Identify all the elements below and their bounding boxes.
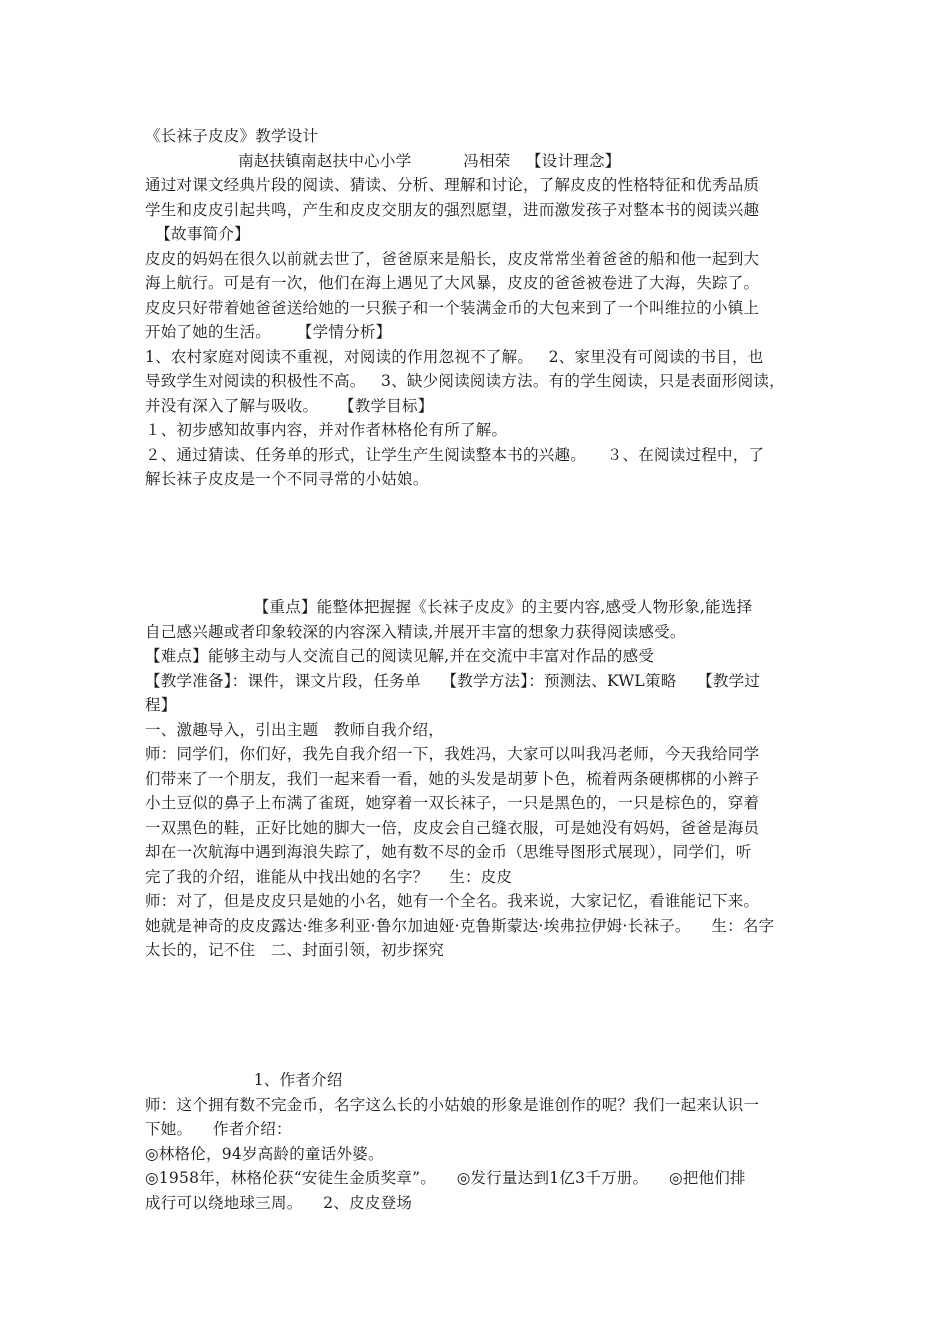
text-line: 却在一次航海中遇到海浪失踪了，她有数不尽的金币（思维导图形式展现），同学们，听 [145, 843, 752, 861]
text-line: 1、作者介绍 [145, 1071, 343, 1089]
text-line: １、初步感知故事内容，并对作者林格伦有所了解。 [145, 421, 508, 439]
text-line: 太长的，记不住 二、封面引领，初步探究 [145, 941, 445, 959]
text-line: 《长袜子皮皮》教学设计 [145, 127, 319, 145]
text-line: 【故事简介】 [145, 225, 250, 243]
text-line: 【重点】能整体把握握《长袜子皮皮》的主要内容,感受人物形象,能选择 [145, 598, 753, 616]
text-line: 海上航行。可是有一次，他们在海上遇见了大风暴，皮皮的爸爸被卷进了大海，失踪了。 [145, 274, 760, 292]
text-line: 完了我的介绍，谁能从中找出她的名字？ 生：皮皮 [145, 867, 513, 886]
text-line: 【教学准备】：课件，课文片段，任务单 【教学方法】：预测法、KWL策略 【教学过 [145, 671, 761, 690]
text-line: 1、农村家庭对阅读不重视，对阅读的作用忽视不了解。 2、家里没有可阅读的书目，也 [145, 347, 764, 366]
text-line: ◎1958年，林格伦获“安徒生金质奖章”。 ◎发行量达到1亿3千万册。 ◎把他们排 [145, 1169, 746, 1187]
text-line: 师：同学们，你们好，我先自我介绍一下，我姓冯，大家可以叫我冯老师，今天我给同学 [145, 745, 760, 763]
text-line: 解长袜子皮皮是一个不同寻常的小姑娘。 [145, 470, 429, 488]
text-line: 导致学生对阅读的积极性不高。 3、缺少阅读阅读方法。有的学生阅读，只是表面形阅读， [145, 372, 785, 390]
text-line: 【难点】能够主动与人交流自己的阅读见解,并在交流中丰富对作品的感受 [145, 647, 655, 665]
text-line: 一双黑色的鞋，正好比她的脚大一倍，皮皮会自己缝衣服，可是她没有妈妈，爸爸是海员 [145, 818, 760, 837]
text-line: 一、激趣导入，引出主题 教师自我介绍， [145, 720, 445, 739]
text-line: 学生和皮皮引起共鸣，产生和皮皮交朋友的强烈愿望，进而激发孩子对整本书的阅读兴趣 [145, 200, 760, 219]
text-line: 皮皮只好带着她爸爸送给她的一只猴子和一个装满金币的大包来到了一个叫维拉的小镇上 [145, 298, 760, 317]
section-key-points-and-process [145, 595, 813, 963]
text-line: 自己感兴趣或者印象较深的内容深入精读,并展开丰富的想象力获得阅读感受。 [145, 622, 686, 641]
text-line: 师：对了，但是皮皮只是她的小名，她有一个全名。我来说，大家记忆，看谁能记下来。 [145, 892, 760, 910]
text-line: 师：这个拥有数不完金币，名字这么长的小姑娘的形象是谁创作的呢？我们一起来认识一 [145, 1095, 760, 1114]
text-line: 皮皮的妈妈在很久以前就去世了，爸爸原来是船长，皮皮常常坐着爸爸的船和他一起到大 [145, 249, 760, 268]
text-line: 南赵扶镇南赵扶中心小学 冯相荣 【设计理念】 [145, 151, 621, 170]
section-design-intro [145, 124, 813, 492]
text-line: 下她。 作者介绍： [145, 1120, 292, 1138]
text-line: 小土豆似的鼻子上布满了雀斑，她穿着一双长袜子，一只是黑色的，一只是棕色的，穿着 [145, 794, 760, 812]
text-line: 开始了她的生活。 【学情分析】 [145, 323, 392, 341]
text-line: 程】 [145, 696, 177, 714]
text-line: 通过对课文经典片段的阅读、猜读、分析、理解和讨论，了解皮皮的性格特征和优秀品质 [145, 176, 760, 194]
text-line: 她就是神奇的皮皮露达·维多利亚·鲁尔加迪娅·克鲁斯蒙达·埃弗拉伊姆·长袜子。 生：名字 [145, 916, 775, 935]
text-line: 们带来了一个朋友，我们一起来看一看，她的头发是胡萝卜色，梳着两条硬梆梆的小辫子 [145, 769, 760, 788]
text-line: 成行可以绕地球三周。 2、皮皮登场 [145, 1193, 413, 1212]
text-line: 并没有深入了解与吸收。 【教学目标】 [145, 396, 434, 415]
text-line: ◎林格伦，94岁高龄的童话外婆。 [145, 1144, 384, 1163]
section-author-intro [145, 1068, 813, 1215]
text-line: ２、通过猜读、任务单的形式，让学生产生阅读整本书的兴趣。 ３、在阅读过程中，了 [145, 445, 765, 464]
